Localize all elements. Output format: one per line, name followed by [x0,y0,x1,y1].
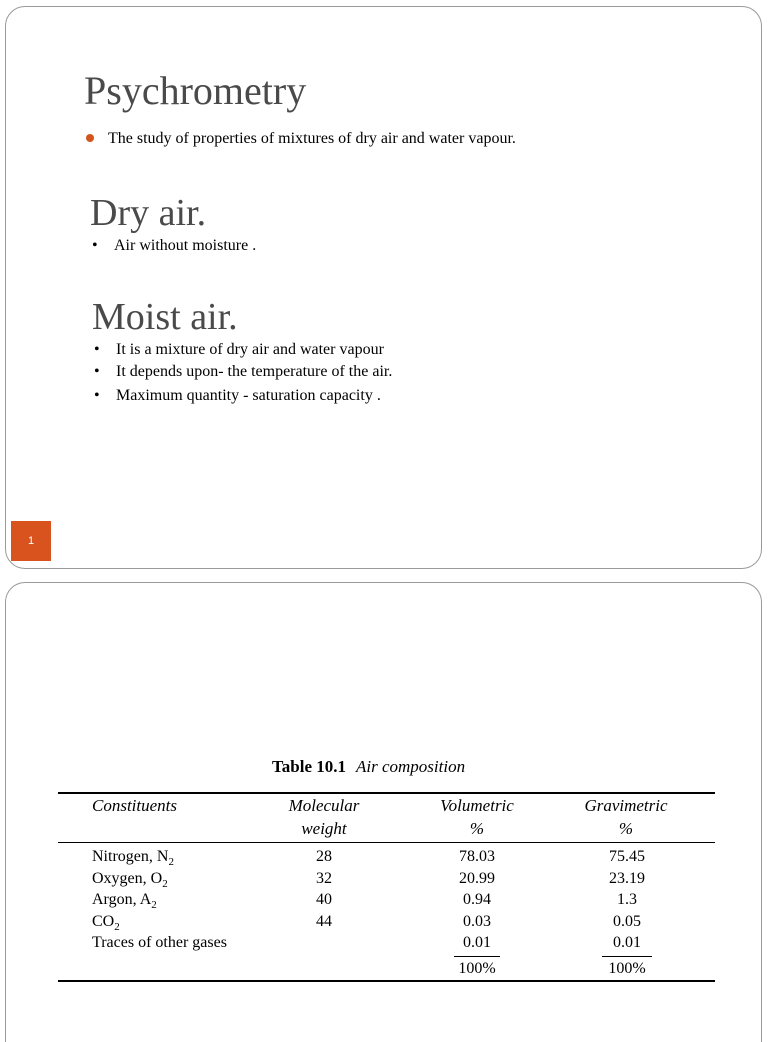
moist-air-bullet-text: Maximum quantity - saturation capacity . [116,387,381,404]
table-header-rule [58,842,715,843]
header-gravimetric: Gravimetric [584,796,668,815]
header-gravimetric-2: % [618,819,634,838]
molecular-weight-cell: 32 [316,869,332,887]
volumetric-total: 100% [458,960,496,977]
bullet-dot-icon [86,134,94,142]
slide-2 [5,582,762,1042]
slide-title: Psychrometry [84,68,307,113]
table-top-rule [58,792,715,794]
header-volumetric-2: % [469,819,485,838]
constituent-name: Oxygen, O [92,869,163,887]
gravimetric-cell: 1.3 [617,891,637,908]
moist-air-heading: Moist air. [92,296,238,338]
slide-1 [5,6,762,569]
header-molecular-2: weight [301,819,347,838]
header-volumetric: Volumetric [440,796,514,815]
constituent-subscript: 2 [162,877,168,890]
constituent-subscript: 2 [168,856,174,869]
constituent-name: Nitrogen, N [92,848,169,865]
volumetric-cell: 0.03 [463,912,491,930]
gravimetric-total: 100% [608,960,646,977]
moist-air-bullet-text: It is a mixture of dry air and water vapour [116,341,384,358]
dry-air-bullet-text: Air without moisture . [114,237,257,254]
gravimetric-sum-rule [602,956,652,957]
intro-bullet-text: The study of properties of mixtures of dry air and water vapour. [108,130,516,147]
header-molecular: Molecular [288,796,360,815]
volumetric-cell: 78.03 [459,848,495,865]
constituent-name: CO [92,912,115,930]
table-caption-label: Table 10.1 [272,757,347,776]
gravimetric-cell: 0.01 [613,934,641,951]
constituent-name: Traces of other gases [92,934,227,951]
volumetric-sum-rule [454,956,500,957]
table-row-constituent [92,932,227,954]
molecular-weight-cell: 40 [316,891,332,908]
table-caption [272,757,465,777]
volumetric-cell: 0.01 [463,934,491,951]
molecular-weight-cell: 28 [316,848,332,865]
bullet-icon: • [94,341,100,358]
gravimetric-cell: 0.05 [613,912,641,930]
bullet-icon: • [94,387,100,404]
volumetric-cell: 20.99 [459,869,495,887]
bullet-icon: • [94,363,100,380]
bullet-icon: • [92,237,98,254]
constituent-subscript: 2 [151,899,157,912]
page-number-badge: 1 [11,521,51,561]
molecular-weight-cell: 44 [316,912,332,930]
gravimetric-cell: 23.19 [609,869,645,887]
constituent-subscript: 2 [114,920,120,933]
gravimetric-cell: 75.45 [609,848,645,865]
table-caption-title: Air composition [356,757,466,776]
moist-air-bullet-text: It depends upon- the temperature of the air. [116,363,393,380]
header-constituents: Constituents [92,796,178,815]
constituent-name: Argon, A [92,891,152,908]
volumetric-cell: 0.94 [463,891,491,908]
dry-air-heading: Dry air. [90,192,207,234]
table-bottom-rule [58,980,715,982]
